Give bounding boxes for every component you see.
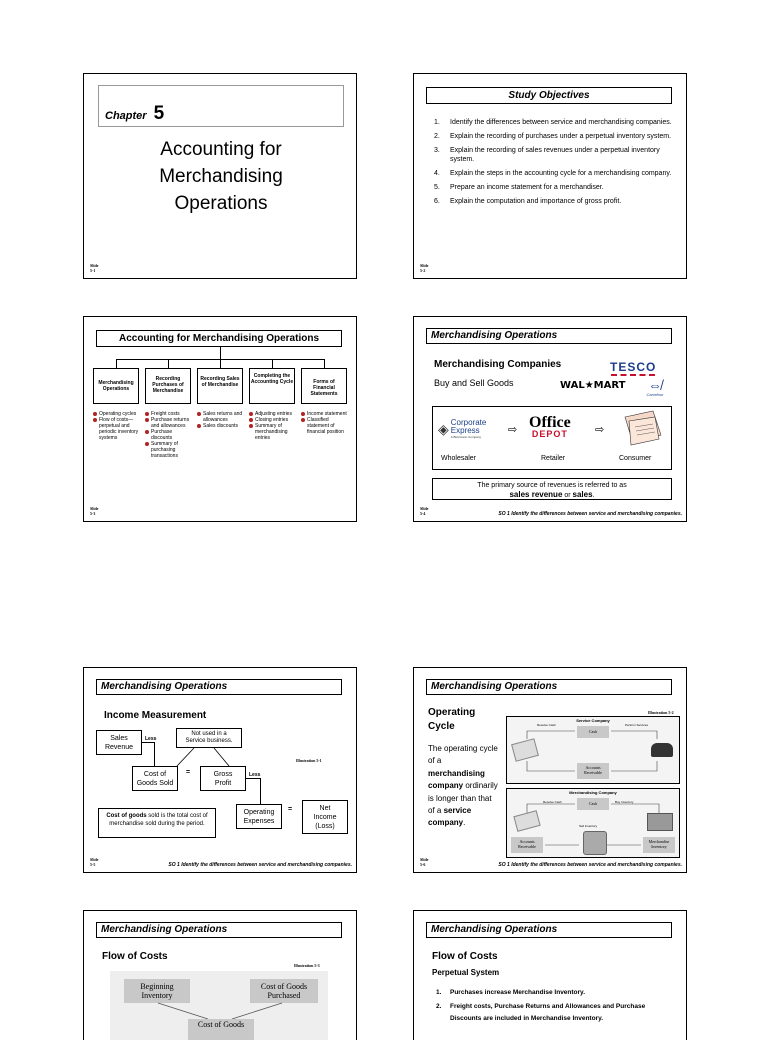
car-icon	[651, 743, 673, 757]
slide-number	[90, 264, 98, 273]
box-label: Merchandise	[648, 839, 670, 844]
connector	[220, 347, 221, 359]
box-label: Inventory	[141, 991, 173, 1000]
box-text: Not used in a	[191, 731, 227, 737]
equals-sign: =	[288, 806, 293, 813]
equals-sign: =	[186, 769, 191, 776]
objective-item	[434, 118, 674, 127]
slide-number-value: 5-1	[90, 267, 96, 273]
corporate-express-logo	[438, 419, 486, 439]
item-text: Purchases increase Merchandise Inventory.	[450, 989, 585, 996]
source-end: .	[592, 492, 595, 499]
column-heading-text: Forms of Financial Statements	[310, 379, 338, 397]
study-objective-footer: SO 1 Identify the differences between service and merchandising companies.	[498, 511, 682, 517]
column-heading-text: Recording Purchases of Merchandise	[152, 376, 184, 394]
slide-header-text: Merchandising Operations	[431, 924, 558, 935]
objectives-list	[434, 118, 674, 211]
desc-text: .	[463, 818, 466, 828]
bullet-item: Summary of merchandising entries	[249, 423, 297, 441]
cogs-box	[132, 766, 178, 791]
chapter-number: 5	[153, 103, 165, 124]
person-icon	[583, 831, 607, 855]
desc-text: The operating cycle of a	[428, 744, 498, 766]
header-text: Study Objectives	[508, 90, 590, 101]
objective-num: 2.	[434, 133, 440, 140]
study-objective-footer: SO 1 Identify the differences between service and merchandising companies.	[168, 862, 352, 868]
logo-text: Office	[529, 414, 571, 431]
cost-of-goods-box	[188, 1019, 254, 1040]
bullet-item: Sales discounts	[197, 423, 245, 429]
objective-item	[434, 132, 674, 141]
tesco-logo: TESCO	[610, 360, 657, 374]
perpetual-list	[436, 987, 676, 1025]
carrefour-label: Carrefour	[646, 392, 664, 397]
slide-header-text: Merchandising Operations	[101, 681, 228, 692]
box-text: Income	[313, 814, 337, 821]
carrefour-logo	[642, 379, 668, 397]
column-bullets	[145, 411, 193, 459]
less-label: Less	[145, 736, 157, 742]
slide-number-label: Slide	[420, 263, 429, 268]
objective-text: Explain the recording of purchases under a perpetual inventory system.	[450, 133, 672, 140]
slide-6-operating-cycle	[413, 667, 687, 873]
slide-number	[420, 858, 428, 867]
slide-number-label: Slide	[420, 506, 429, 511]
slide-header	[426, 922, 672, 938]
slide-number	[420, 507, 428, 516]
subtitle-line: Cycle	[428, 721, 455, 732]
box-label: Receivable	[584, 770, 602, 775]
sales-revenue-box	[96, 730, 142, 755]
bold-term: sales revenue	[509, 490, 563, 499]
logo-text: DEPOT	[531, 429, 568, 439]
objective-num: 5.	[434, 184, 440, 191]
column-heading	[197, 368, 243, 404]
note-text: sold is the total cost of merchandise sold during the period.	[109, 813, 208, 827]
objective-num: 3.	[434, 147, 440, 154]
slide-number-value: 5-4	[420, 510, 426, 516]
item-num: 2.	[436, 1003, 442, 1010]
desc-text: ordinarily is longer than that of a	[428, 781, 498, 816]
box-text: Gross	[213, 771, 233, 778]
column-heading-text: Completing the Accounting Cycle	[250, 373, 294, 385]
gross-profit-box	[200, 766, 246, 791]
buy-sell-text: Buy and Sell Goods	[434, 378, 514, 388]
cycle-description	[428, 743, 500, 830]
slide-2-objectives	[413, 73, 687, 279]
box-label: Cash	[589, 801, 597, 806]
box-label: Cost of Goods	[197, 1020, 245, 1029]
column-heading	[93, 368, 139, 404]
box-label: Accounts	[585, 765, 601, 770]
merch-company-panel	[506, 788, 680, 858]
objective-text: Explain the steps in the accounting cycle for a merchandising company.	[450, 170, 672, 177]
illustration-label: Illustration 5-2	[648, 710, 674, 715]
box-text: Service business.	[185, 738, 233, 744]
bullet-item: Classified statement of financial position	[301, 417, 351, 435]
chain-label: Retailer	[541, 455, 566, 462]
connector	[116, 359, 117, 368]
distribution-chain-box	[432, 406, 672, 470]
source-or: or	[562, 492, 573, 499]
bullet-item: Operating cycles	[93, 411, 139, 417]
objective-num: 4.	[434, 170, 440, 177]
bullet-item: Sales returns and allowances	[197, 411, 245, 423]
connector	[220, 359, 221, 368]
logo-subtext: A Buhrmann Company	[450, 435, 481, 439]
slide-header	[96, 922, 342, 938]
subtitle: Flow of Costs	[102, 951, 168, 962]
carrefour-icon: ⇎	[648, 377, 662, 393]
slide-header	[96, 679, 342, 695]
slide-header-text: Merchandising Operations	[101, 924, 228, 935]
box-text: Goods Sold	[136, 780, 174, 787]
slide-number-label: Slide	[90, 506, 99, 511]
study-objective-footer: SO 1 Identify the differences between service and merchandising companies.	[498, 862, 682, 868]
objective-item	[434, 169, 674, 178]
objective-text: Identify the differences between service and merchandising companies.	[450, 119, 672, 126]
column-heading	[249, 368, 295, 404]
box-text: (Loss)	[315, 823, 335, 830]
box-text: Operating	[243, 809, 275, 816]
connector	[260, 778, 261, 804]
diamond-icon: ◈	[438, 420, 449, 437]
item-num: 1.	[436, 989, 442, 996]
slide-number	[90, 858, 98, 867]
chain-label: Consumer	[619, 455, 652, 462]
cogs-note-box	[98, 808, 216, 838]
walmart-logo: WAL★MART	[560, 380, 626, 391]
column-bullets	[249, 411, 297, 441]
objective-text: Prepare an income statement for a merchandiser.	[450, 184, 604, 191]
flow-label: Receive Cash	[543, 800, 562, 804]
bullet-item: Income statement	[301, 411, 351, 417]
subtitle: Flow of Costs	[432, 951, 498, 962]
subtitle: Merchandising Companies	[434, 359, 562, 370]
box-label: Purchased	[267, 991, 301, 1000]
connector	[154, 742, 155, 766]
box-text: Profit	[214, 780, 232, 787]
box-text: Expenses	[243, 818, 275, 825]
slide-header	[426, 679, 672, 695]
title-line: Accounting for	[160, 139, 282, 160]
bullet-item: Freight costs	[145, 411, 193, 417]
slide-number-label: Slide	[90, 263, 99, 268]
box-text: Net	[319, 805, 331, 812]
column-heading	[145, 368, 191, 404]
bullet-item: Purchase returns and allowances	[145, 417, 193, 429]
bullet-item: Flow of costs—perpetual and periodic inventory systems	[93, 417, 139, 441]
box-label: Inventory	[651, 844, 667, 849]
connector	[324, 359, 325, 368]
not-used-box	[176, 728, 242, 748]
panel-title: Service Company	[576, 718, 610, 723]
slide-number-value: 5-2	[420, 267, 426, 273]
subtitle-line: Operating	[428, 707, 476, 718]
list-item	[436, 987, 676, 999]
slide-number-value: 5-6	[420, 861, 426, 867]
desc-bold: service company	[428, 806, 472, 828]
objective-text: Explain the recording of sales revenues under a perpetual inventory system.	[450, 147, 660, 163]
less-label: Less	[249, 772, 261, 778]
slide-5-income-measurement	[83, 667, 357, 873]
slide-header-text: Merchandising Operations	[431, 681, 558, 692]
flow-label: Sell Inventory	[579, 824, 598, 828]
objective-text: Explain the computation and importance of gross profit.	[450, 198, 622, 205]
bold-term: sales	[572, 490, 593, 499]
not-used-pointer	[174, 748, 234, 768]
box-label: Accounts	[519, 839, 535, 844]
bullet-item: Adjusting entries	[249, 411, 297, 417]
bullet-item: Purchase discounts	[145, 429, 193, 441]
objective-num: 6.	[434, 198, 440, 205]
logo-text: Corporate	[450, 418, 487, 427]
chapter-label: Chapter	[105, 110, 147, 122]
service-company-panel	[506, 716, 680, 784]
subtitle	[428, 706, 475, 734]
slide-1-title	[83, 73, 357, 279]
operating-expenses-box	[236, 804, 282, 829]
illustration-label: Illustration 5-3	[294, 963, 320, 968]
column-bullets	[93, 411, 139, 441]
arrow-icon: ⇨	[595, 424, 605, 436]
bullet-item: Closing entries	[249, 417, 297, 423]
flow-label: Buy Inventory	[615, 800, 634, 804]
box-label: Cash	[589, 729, 597, 734]
panel-title: Merchandising Company	[569, 790, 617, 795]
column-heading-text: Recording Sales of Merchandise	[200, 376, 240, 388]
connector	[142, 742, 154, 743]
office-depot-logo	[529, 415, 571, 439]
list-item	[436, 1001, 676, 1025]
slide-number-value: 5-3	[90, 510, 96, 516]
objective-num: 1.	[434, 119, 440, 126]
revenue-source-box	[432, 478, 672, 500]
column-bullets	[301, 411, 351, 435]
illustration-label: Illustration 5-1	[296, 758, 322, 763]
overview-title	[96, 330, 342, 347]
slide-7-flow-of-costs	[83, 910, 357, 1040]
slide-number	[420, 264, 428, 273]
flow-label: Receive Cash	[537, 723, 556, 727]
connector	[272, 359, 273, 368]
column-heading	[301, 368, 347, 404]
title-line: Merchandising	[159, 166, 283, 187]
bullet-item: Summary of purchasing transactions	[145, 441, 193, 459]
item-text: Freight costs, Purchase Returns and Allowances and Purchase Discounts are included in Merchandise Inventory.	[450, 1003, 646, 1022]
slide-number-label: Slide	[90, 857, 99, 862]
slide-3-overview	[83, 316, 357, 522]
slide-header-text: Merchandising Operations	[431, 330, 558, 341]
box-text: Revenue	[104, 744, 134, 751]
consumer-papers-icon	[619, 409, 665, 449]
box-text: Sales	[110, 735, 128, 742]
slide-number-label: Slide	[420, 857, 429, 862]
title-line: Operations	[174, 193, 268, 214]
objective-item	[434, 183, 674, 192]
chain-label: Wholesaler	[441, 455, 477, 462]
column-heading-text: Merchandising Operations	[98, 380, 134, 392]
slide-number	[90, 507, 98, 516]
objective-item	[434, 197, 674, 206]
slide-4-merch-companies	[413, 316, 687, 522]
overview-title-text: Accounting for Merchandising Operations	[118, 333, 319, 344]
arrow-icon: ⇨	[508, 424, 518, 436]
net-income-box	[302, 800, 348, 834]
source-line	[433, 490, 671, 500]
subtitle: Income Measurement	[104, 710, 207, 721]
source-line: The primary source of revenues is referred to as	[477, 482, 627, 489]
logo-text: Express	[450, 426, 480, 435]
slide-title	[84, 136, 357, 217]
column-bullets	[197, 411, 245, 429]
box-text: Cost of	[143, 771, 167, 778]
box-label: Cost of Goods	[260, 982, 308, 991]
system-label: Perpetual System	[432, 968, 500, 977]
flow-label: Perform Services	[625, 723, 649, 727]
desc-bold: merchandising company	[428, 768, 485, 791]
box-label: Receivable	[518, 844, 536, 849]
objectives-header	[426, 87, 672, 104]
objective-item	[434, 146, 674, 164]
box-label: Beginning	[140, 982, 174, 991]
truck-icon	[647, 813, 673, 831]
note-bold: Cost of goods	[106, 813, 147, 819]
connector	[168, 359, 169, 368]
slide-8-perpetual-system	[413, 910, 687, 1040]
connector	[246, 778, 260, 779]
slide-header	[426, 328, 672, 344]
slide-number-value: 5-5	[90, 861, 96, 867]
